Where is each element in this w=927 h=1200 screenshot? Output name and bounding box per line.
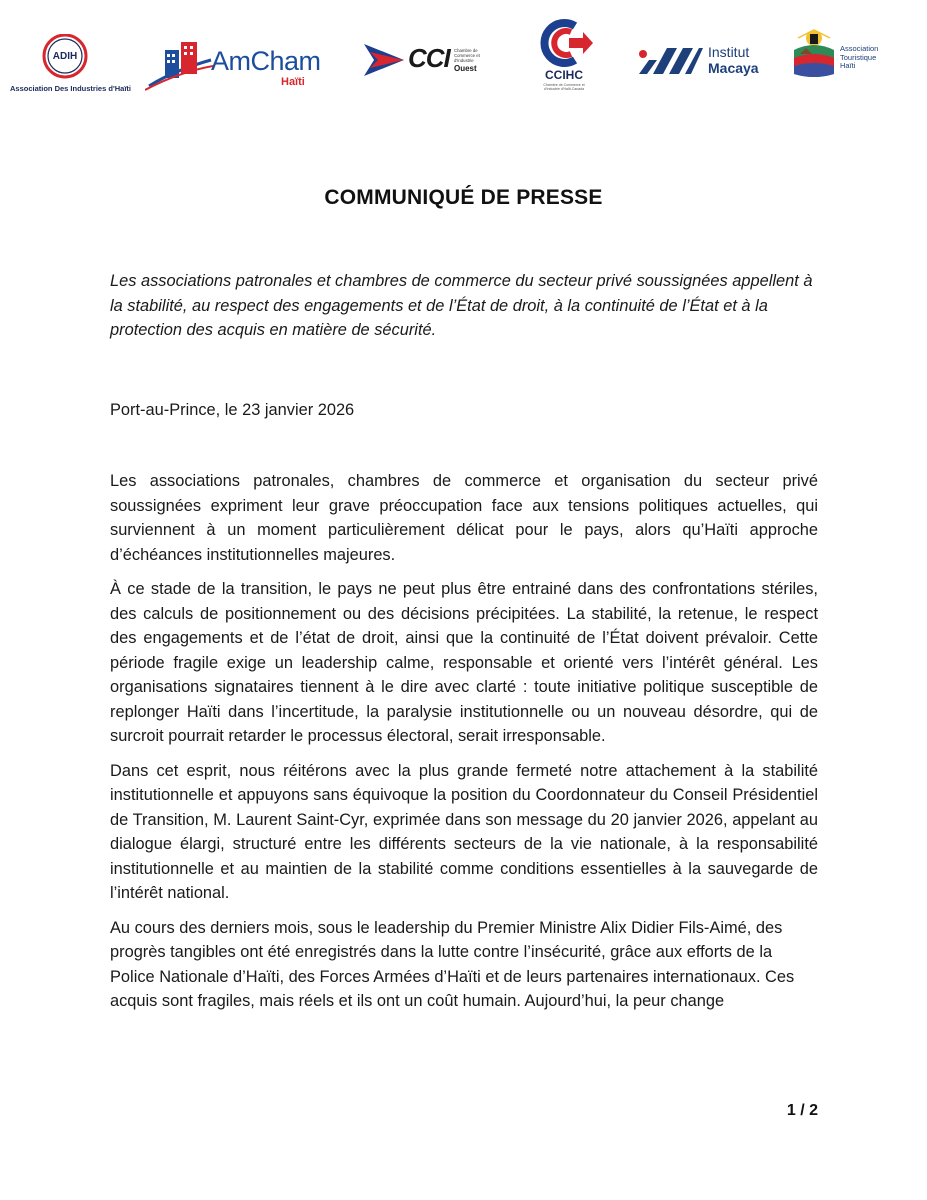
- macaya-mark-icon: [637, 40, 705, 80]
- adih-abbr: ADIH: [52, 51, 78, 62]
- cci-subtitle: Chambre de Commerce et d'Industrie: [454, 48, 480, 63]
- paragraph: Dans cet esprit, nous réitérons avec la plus grande fermeté notre attachement à la stabilité institutionnelle et appuyons sans équivoque la position du Coordonnateur du Conseil Présidentiel de Transition, M. Laurent Saint-Cyr, exprimée dans son message du 20 janvier 2026, appelant au dialogue élargi, structuré entre les différents secteurs de la vie nationale, à la responsabilité institutionnelle et au maintien de la stabilité comme conditions essentielles à la sauvegarde de l’intérêt national.: [110, 761, 818, 902]
- cci-region: Ouest: [454, 64, 477, 73]
- amcham-name: AmCham: [211, 46, 321, 76]
- amcham-logo: [145, 40, 321, 92]
- ath-line2: Touristique: [840, 52, 877, 62]
- document-title: COMMUNIQUÉ DE PRESSE: [324, 186, 603, 209]
- paragraph: Au cours des derniers mois, sous le leadership du Premier Ministre Alix Didier Fils-Aimé, des progrès tangibles ont été enregistrés dans la lutte contre l’insécurité, grâce aux efforts de la Police Nationale d’Haïti, des Forces Armées d’Haïti et de leurs partenaires internationaux. Ces acquis sont fragiles, mais réels et ils ont un coût humain. Aujourd’hui, la peur change: [110, 918, 795, 1010]
- dateline: Port-au-Prince, le 23 janvier 2026: [110, 401, 355, 419]
- association-touristique-logo: [790, 28, 900, 80]
- partner-logos-header: [0, 0, 927, 120]
- macaya-line2: Macaya: [708, 60, 759, 76]
- page-number: 1 / 2: [786, 1102, 818, 1119]
- ccihc-emblem-icon: [533, 18, 595, 68]
- ath-emblem-icon: [790, 28, 838, 80]
- intro-summary: Les associations patronales et chambres de commerce du secteur privé soussignées appellent à la stabilité, au respect des engagements et de l’État de droit, à la continuité de l’État et à la protection des acquis en matière de sécurité.: [110, 272, 813, 339]
- paragraph: À ce stade de la transition, le pays ne peut plus être entrainé dans des confrontations stériles, des calculs de positionnement ou des décisions précipitées. La stabilité, la retenue, le respect des engagements et de l’état de droit, ainsi que la continuité de l’État doivent prévaloir. Cette période fragile exige un leadership calme, responsable et orienté vers l’intérêt général. Les organisations signataires tiennent à le dire avec clarté : toute initiative politique susceptible de replonger Haïti dans l’incertitude, la paralysie institutionnelle ou un nouveau désordre, qui de surcroit pourrait retarder le processus électoral, serait irresponsable.: [110, 580, 818, 745]
- cci-name: CCI: [408, 43, 450, 73]
- ath-line1: Association: [840, 44, 879, 53]
- ccihc-subtitle: Chambre de Commerce et d'Industrie d'Haïti-Canada: [543, 83, 585, 91]
- paragraph: Les associations patronales, chambres de commerce et organisation du secteur privé soussignées expriment leur grave préoccupation face aux tensions politiques actuelles, qui surviennent à un moment particulièrement délicat pour le pays, alors qu’Haïti approche d’échéances institutionnelles majeures.: [110, 472, 818, 564]
- amcham-sub: Haïti: [281, 76, 305, 88]
- institut-macaya-logo: [637, 40, 767, 80]
- adih-caption: Association Des Industries d'Haïti: [10, 84, 131, 93]
- ccihc-name: CCIHC: [545, 68, 583, 82]
- ccihc-logo: [533, 18, 595, 96]
- adih-logo: [10, 34, 131, 96]
- cci-ouest-logo: [364, 40, 489, 85]
- macaya-line1: Institut: [708, 44, 750, 60]
- ath-line3: Haïti: [840, 61, 856, 70]
- amcham-building-icon: [145, 40, 213, 92]
- ath-caption: [840, 45, 900, 71]
- document-body: [110, 469, 818, 1024]
- cci-arrow-icon: [364, 40, 408, 80]
